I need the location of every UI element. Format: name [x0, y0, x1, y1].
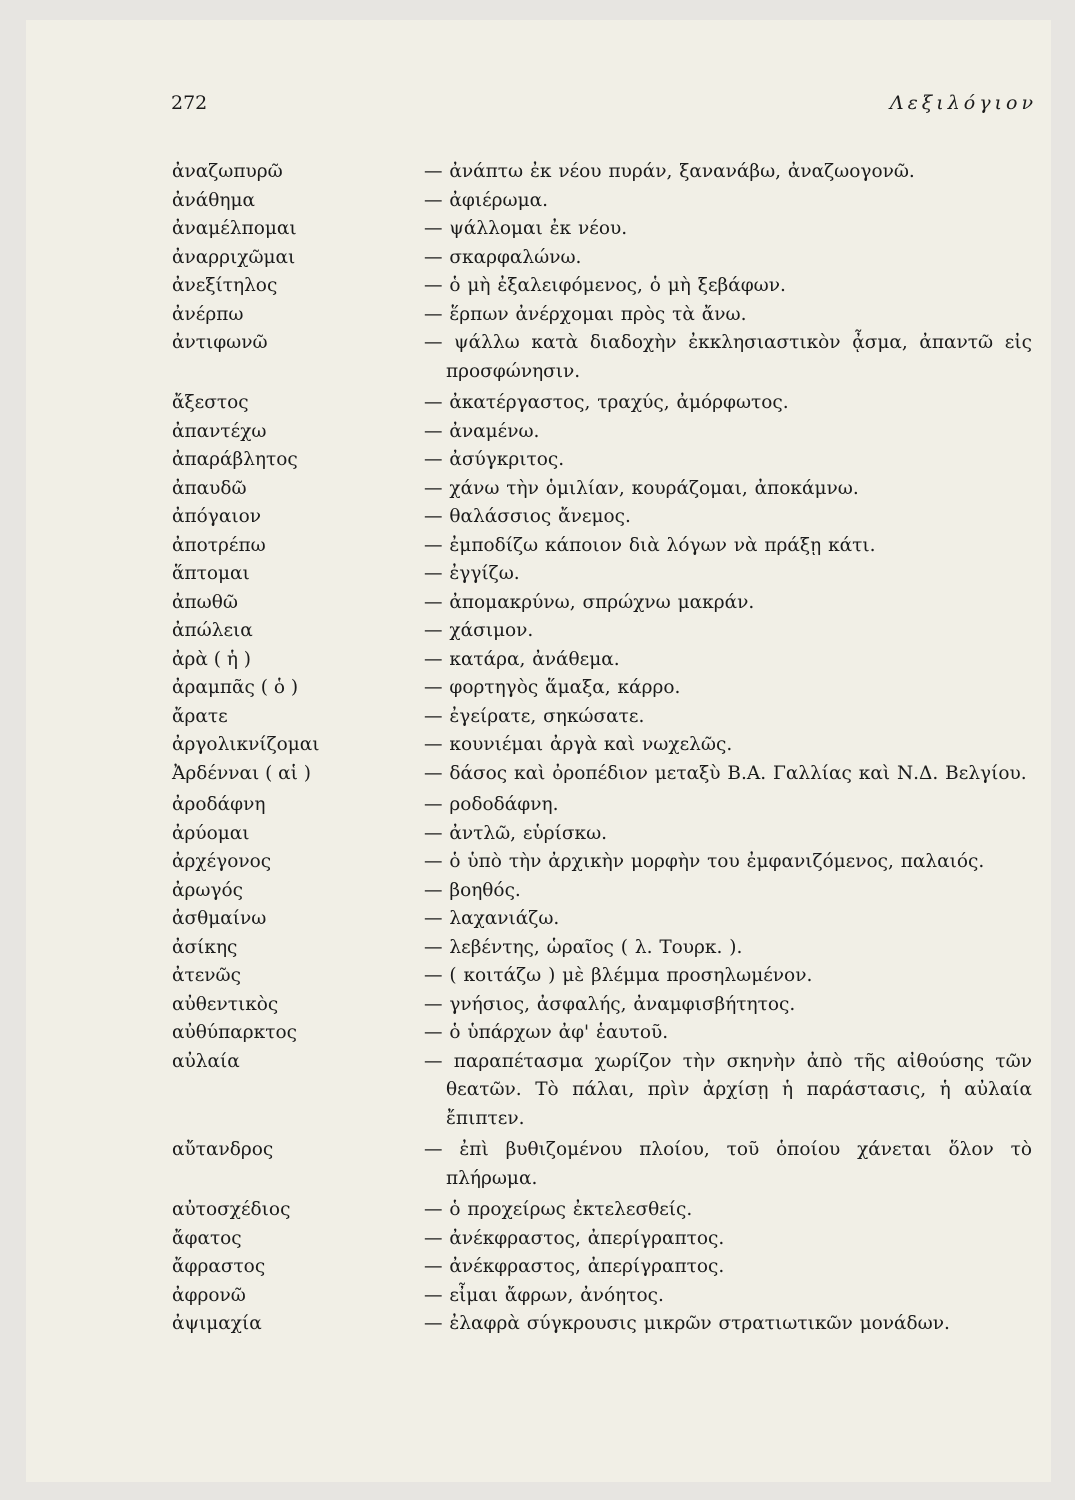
glossary-entry	[172, 991, 1032, 1020]
headword: ἀρωγός	[172, 879, 244, 901]
glossary-entry	[172, 760, 1032, 789]
headword: ἀπώλεια	[172, 620, 253, 641]
headword: ἄρατε	[172, 705, 228, 727]
definition: — ἐγείρατε, σηκώσατε.	[424, 705, 645, 727]
headword: ἀσίκης	[172, 936, 238, 958]
headword: ἄφραστος	[172, 1256, 266, 1277]
definition: — ἀκατέργαστος, τραχύς, ἀμόρφωτος.	[424, 392, 789, 413]
headword: ἀρὰ ( ἡ )	[172, 648, 252, 670]
definition: — βοηθός.	[424, 879, 521, 901]
definition: — χάσιμον.	[424, 620, 534, 641]
glossary-entry	[172, 617, 1032, 646]
headword: ἀπόγαιον	[172, 506, 261, 527]
definition: — ὁ ὑπάρχων ἀφ' ἑαυτοῦ.	[424, 1022, 669, 1043]
headword: ἀναρριχῶμαι	[172, 246, 296, 268]
definition: — ὁ ὑπὸ τὴν ἀρχικὴν μορφὴν του ἐμφανιζόμενος, παλαιός.	[424, 851, 985, 872]
definition: — ἀντλῶ, εὑρίσκω.	[424, 822, 608, 844]
headword: ἀτενῶς	[172, 965, 242, 986]
headword: ἀπαντέχω	[172, 420, 267, 442]
glossary-entry	[172, 1225, 1032, 1254]
headword: ἀροδάφνη	[172, 794, 266, 815]
definition: — ὁ προχείρως ἐκτελεσθείς.	[424, 1199, 693, 1220]
headword: ἀνεξίτηλος	[172, 275, 278, 296]
headword: ἀναμέλπομαι	[172, 218, 297, 239]
definition: — γνήσιος, ἀσφαλής, ἀναμφισβήτητος.	[424, 993, 796, 1015]
page-header	[171, 92, 1037, 122]
definition: — λεβέντης, ὡραῖος ( λ. Τουρκ. ).	[424, 936, 743, 958]
headword: αὐθεντικὸς	[172, 993, 279, 1015]
headword: Ἀρδένναι ( αἱ )	[172, 762, 312, 784]
glossary-entry	[172, 1019, 1032, 1048]
headword: ἀσθμαίνω	[172, 908, 267, 929]
headword: ἀπαυδῶ	[172, 477, 247, 499]
definition: — κουνιέμαι ἀργὰ καὶ νωχελῶς.	[424, 734, 733, 755]
glossary-entry	[172, 589, 1032, 618]
definition: — θαλάσσιος ἄνεμος.	[424, 506, 631, 527]
definition: — ψάλλομαι ἐκ νέου.	[424, 218, 628, 239]
glossary-entry	[172, 560, 1032, 589]
definition: — ἀσύγκριτος.	[424, 449, 565, 470]
definition: — ἀνέκφραστος, ἀπερίγραπτος.	[424, 1227, 725, 1249]
dictionary-page	[26, 20, 1051, 1482]
glossary-entry	[172, 791, 1032, 820]
headword: ἀφρονῶ	[172, 1284, 246, 1306]
headword: αὐθύπαρκτος	[172, 1022, 297, 1043]
glossary-entry	[172, 446, 1032, 475]
definition: — ἀνέκφραστος, ἀπερίγραπτος.	[424, 1256, 725, 1277]
running-title: Λεξιλόγιον	[889, 92, 1037, 114]
glossary-entry	[172, 1048, 1032, 1134]
glossary-entry	[172, 1136, 1032, 1193]
headword: ἀρχέγονος	[172, 851, 272, 872]
glossary-entry	[172, 674, 1032, 703]
glossary-entry	[172, 418, 1032, 447]
definition: — λαχανιάζω.	[424, 908, 560, 929]
glossary-entry	[172, 158, 1032, 187]
definition: — ροδοδάφνη.	[424, 794, 559, 815]
headword: ἀψιμαχία	[172, 1313, 262, 1334]
glossary-entry	[172, 962, 1032, 991]
definition: — ὁ μὴ ἐξαλειφόμενος, ὁ μὴ ξεβάφων.	[424, 275, 786, 296]
definition: — ἐλαφρὰ σύγκρουσις μικρῶν στρατιωτικῶν μονάδων.	[424, 1313, 950, 1334]
headword: ἀντιφωνῶ	[172, 332, 268, 353]
definition: — δάσος καὶ ὀροπέδιον μεταξὺ Β.Α. Γαλλίας καὶ Ν.Δ. Βελγίου.	[424, 762, 1027, 784]
glossary-entry	[172, 1253, 1032, 1282]
headword: ἀνέρπω	[172, 303, 244, 325]
definition: — ἐμποδίζω κάποιον διὰ λόγων νὰ πράξῃ κάτι.	[424, 534, 876, 556]
headword: ἀρύομαι	[172, 822, 250, 844]
headword: ἀπαράβλητος	[172, 449, 298, 470]
glossary-entry	[172, 848, 1032, 877]
definition: — ἕρπων ἀνέρχομαι πρὸς τὰ ἄνω.	[424, 303, 747, 325]
headword: αὔτανδρος	[172, 1139, 274, 1160]
headword: ἀνάθημα	[172, 189, 255, 211]
glossary-entry	[172, 244, 1032, 273]
headword: ἄφατος	[172, 1227, 242, 1249]
glossary-entry	[172, 1282, 1032, 1311]
glossary-entry	[172, 934, 1032, 963]
definition: — ἐγγίζω.	[424, 563, 520, 584]
headword: ἀραμπᾶς ( ὁ )	[172, 677, 299, 698]
definition: — ψάλλω κατὰ διαδοχὴν ἐκκλησιαστικὸν ᾆσμα, ἀπαντῶ εἰς προσφώνησιν.	[424, 332, 1032, 382]
glossary-entry	[172, 329, 1032, 386]
glossary-entry	[172, 703, 1032, 732]
glossary-list	[172, 158, 1032, 1339]
headword: ἀναζωπυρῶ	[172, 161, 283, 182]
definition: — εἶμαι ἄφρων, ἀνόητος.	[424, 1284, 664, 1306]
glossary-entry	[172, 646, 1032, 675]
glossary-entry	[172, 820, 1032, 849]
headword: αὐτοσχέδιος	[172, 1199, 291, 1220]
definition: — σκαρφαλώνω.	[424, 246, 582, 268]
definition: — χάνω τὴν ὁμιλίαν, κουράζομαι, ἀποκάμνω.	[424, 477, 859, 499]
definition: — ( κοιτάζω ) μὲ βλέμμα προσηλωμένον.	[424, 965, 813, 986]
definition: — ἀναμένω.	[424, 420, 540, 442]
glossary-entry	[172, 272, 1032, 301]
glossary-entry	[172, 532, 1032, 561]
definition: — παραπέτασμα χωρίζον τὴν σκηνὴν ἀπὸ τῆς αἰθούσης τῶν θεατῶν. Τὸ πάλαι, πρὶν ἀρχίσῃ ἡ παράστασις, ἡ αὐλαία ἔπιπτεν.	[424, 1050, 1032, 1129]
definition: — ἀπομακρύνω, σπρώχνω μακράν.	[424, 591, 755, 613]
headword: ἀργολικνίζομαι	[172, 734, 320, 755]
glossary-entry	[172, 1196, 1032, 1225]
headword: ἀπωθῶ	[172, 591, 238, 613]
headword: ἀποτρέπω	[172, 534, 266, 556]
glossary-entry	[172, 187, 1032, 216]
glossary-entry	[172, 475, 1032, 504]
definition: — ἀνάπτω ἐκ νέου πυράν, ξανανάβω, ἀναζωογονῶ.	[424, 161, 915, 182]
glossary-entry	[172, 877, 1032, 906]
glossary-entry	[172, 731, 1032, 760]
definition: — κατάρα, ἀνάθεμα.	[424, 648, 620, 670]
glossary-entry	[172, 389, 1032, 418]
glossary-entry	[172, 215, 1032, 244]
definition: — φορτηγὸς ἅμαξα, κάρρο.	[424, 677, 681, 698]
definition: — ἀφιέρωμα.	[424, 189, 549, 211]
definition: — ἐπὶ βυθιζομένου πλοίου, τοῦ ὁποίου χάνεται ὅλον τὸ πλήρωμα.	[424, 1139, 1032, 1189]
headword: αὐλαία	[172, 1050, 240, 1072]
glossary-entry	[172, 1310, 1032, 1339]
headword: ἅπτομαι	[172, 563, 250, 584]
glossary-entry	[172, 503, 1032, 532]
glossary-entry	[172, 301, 1032, 330]
page-number: 272	[171, 92, 208, 114]
glossary-entry	[172, 905, 1032, 934]
headword: ἄξεστος	[172, 392, 249, 413]
